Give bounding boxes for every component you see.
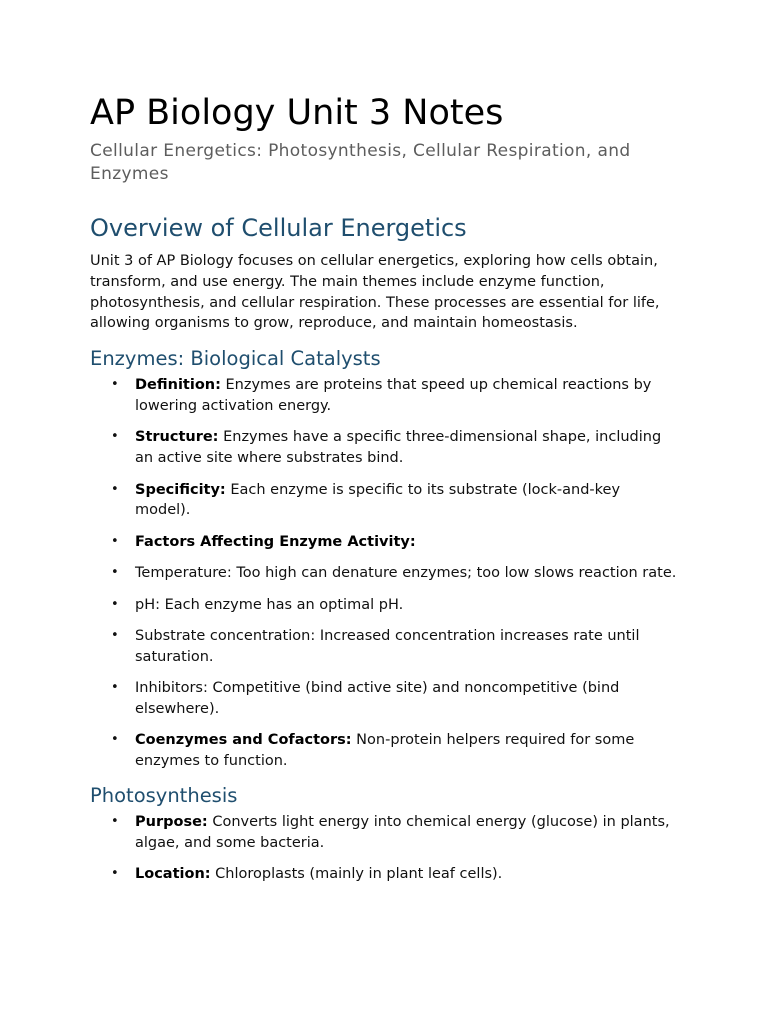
document-subtitle: Cellular Energetics: Photosynthesis, Cellular Respiration, and Enzymes <box>90 141 631 184</box>
enzymes-item-label: Structure: <box>135 429 219 446</box>
overview-heading: Overview of Cellular Energetics <box>90 214 467 242</box>
photosynthesis-list-item <box>90 812 678 854</box>
enzymes-item-text: Enzymes are proteins that speed up chemical reactions by lowering activation energy. <box>135 377 652 414</box>
enzymes-item-label: Definition: <box>135 377 221 394</box>
bullet-icon: • <box>111 627 119 643</box>
enzymes-item-label: Coenzymes and Cofactors: <box>135 732 352 749</box>
enzymes-item-text: Non-protein helpers required for some enzymes to function. <box>135 732 635 770</box>
enzymes-list-item <box>90 427 678 469</box>
enzymes-item-text: Substrate concentration: Increased concentration increases rate until saturation. <box>135 627 640 665</box>
photosynthesis-item-text: Converts light energy into chemical energy (glucose) in plants, algae, and some bacteria. <box>135 813 670 851</box>
enzymes-list-item <box>90 532 678 553</box>
bullet-icon: • <box>111 732 119 748</box>
photosynthesis-item-label: Location: <box>135 866 211 883</box>
enzymes-item-label: Factors Affecting Enzyme Activity: <box>135 533 416 550</box>
enzymes-item-label: Specificity: <box>135 481 226 498</box>
enzymes-item-text: pH: Each enzyme has an optimal pH. <box>135 596 404 613</box>
enzymes-list <box>90 375 678 772</box>
enzymes-list-item <box>90 480 678 522</box>
bullet-icon: • <box>111 565 119 581</box>
enzymes-list-item <box>90 678 678 720</box>
enzymes-list-item <box>90 626 678 668</box>
photosynthesis-item-label: Purpose: <box>135 813 208 830</box>
bullet-icon: • <box>111 481 119 497</box>
photosynthesis-item-text: Chloroplasts (mainly in plant leaf cells). <box>210 866 503 883</box>
bullet-icon: • <box>111 680 119 696</box>
enzymes-list-item <box>90 595 678 616</box>
bullet-icon: • <box>111 813 119 829</box>
bullet-icon: • <box>111 533 119 549</box>
enzymes-item-text: Inhibitors: Competitive (bind active site) and noncompetitive (bind elsewhere). <box>135 680 620 717</box>
photosynthesis-list-item <box>90 864 678 885</box>
document-title: AP Biology Unit 3 Notes <box>90 93 504 133</box>
enzymes-list-item <box>90 375 678 417</box>
enzymes-heading: Enzymes: Biological Catalysts <box>90 347 381 371</box>
overview-paragraph: Unit 3 of AP Biology focuses on cellular energetics, exploring how cells obtain, transform, and use energy. The main themes include enzyme function, photosynthesis, and cellular respiration. These processes are essential for life, allowing organisms to grow, reproduce, and maintain homeostasis. <box>90 253 660 332</box>
photosynthesis-list <box>90 812 678 885</box>
bullet-icon: • <box>111 377 119 393</box>
bullet-icon: • <box>111 866 119 882</box>
bullet-icon: • <box>111 596 119 612</box>
enzymes-item-text: Enzymes have a specific three-dimensional shape, including an active site where substrates bind. <box>135 429 662 467</box>
enzymes-item-text: Each enzyme is specific to its substrate (lock-and-key model). <box>135 481 621 519</box>
enzymes-list-item <box>90 730 678 772</box>
enzymes-list-item <box>90 563 678 584</box>
bullet-icon: • <box>111 429 119 445</box>
photosynthesis-heading: Photosynthesis <box>90 783 238 807</box>
enzymes-item-text: Temperature: Too high can denature enzymes; too low slows reaction rate. <box>135 565 677 582</box>
